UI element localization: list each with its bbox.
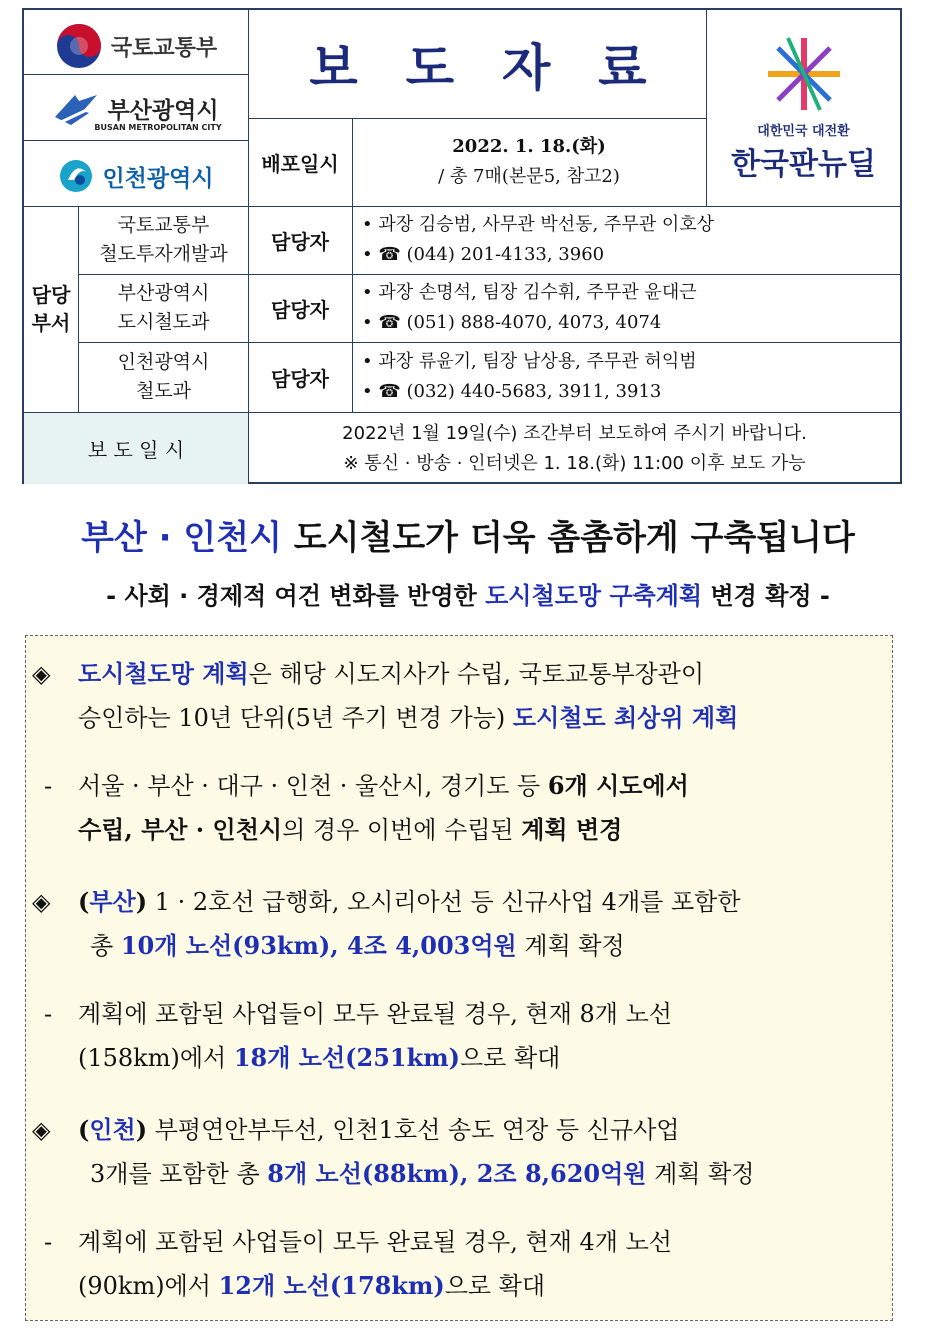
contact-phone: • ☎ (032) 440-5683, 3911, 3913 bbox=[362, 381, 662, 402]
summary-item-plan bbox=[32, 652, 885, 740]
busan-text-1: 1 · 2호선 급행화, 오시리아선 등 신규사업 4개를 포함한 bbox=[147, 888, 741, 916]
cities-bold-3: 계획 변경 bbox=[521, 815, 623, 844]
press-header-table bbox=[22, 8, 902, 484]
contact-names: • 과장 류윤기, 팀장 남상용, 주무관 허익범 bbox=[362, 351, 697, 372]
contact-phone: • ☎ (051) 888-4070, 4073, 4074 bbox=[362, 312, 662, 333]
incheon-text-2: 3개를 포함한 총 bbox=[90, 1160, 268, 1188]
summary-item-busan: ◈ (부산) 1 · 2호선 급행화, 오시리아선 등 신규사업 4개를 포함한 총 10개 노선(93km), 4조 4,003억원 계획 확정 bbox=[50, 880, 885, 968]
subheadline-pre: - 사회 · 경제적 여건 변화를 반영한 bbox=[106, 582, 486, 610]
incheon-detail-highlight: 12개 노선(178km) bbox=[218, 1271, 445, 1300]
busan-detail-text-3: 으로 확대 bbox=[459, 1044, 561, 1072]
subheadline-post: 변경 확정 - bbox=[702, 582, 830, 610]
summary-item-incheon: ◈ (인천) 부평연안부두선, 인천1호선 송도 연장 등 신규사업 3개를 포함한 총 8개 노선(88km), 2조 8,620억원 계획 확정 bbox=[50, 1108, 885, 1196]
incheon-text-1: 부평연안부두선, 인천1호선 송도 연장 등 신규사업 bbox=[147, 1116, 680, 1144]
org-molit: 국토교통부 bbox=[110, 35, 218, 61]
busan-logo bbox=[24, 78, 248, 142]
incheon-detail-text-2: (90km)에서 bbox=[78, 1272, 219, 1300]
incheon-highlight: 8개 노선(88km), 2조 8,620억원 bbox=[267, 1159, 647, 1188]
incheon-tag: 인천 bbox=[89, 1115, 136, 1144]
molit-logo bbox=[24, 14, 248, 78]
dash-marker: - bbox=[44, 1228, 53, 1256]
busan-detail-text-2: (158km)에서 bbox=[78, 1044, 234, 1072]
incheon-text-3: 계획 확정 bbox=[646, 1160, 755, 1188]
cities-text-2: 의 경우 이번에 수립된 bbox=[282, 816, 522, 844]
plan-text-1: 은 해당 시도지사가 수립, 국토교통부장관이 bbox=[248, 660, 705, 688]
incheon-circle-icon bbox=[58, 158, 94, 194]
report-label: 보 도 일 시 bbox=[24, 413, 248, 484]
headline-highlight: 부산 · 인천시 bbox=[81, 518, 282, 558]
diamond-icon: ◈ bbox=[32, 660, 51, 688]
cities-bold-2: 수립, 부산 · 인천시 bbox=[78, 815, 283, 844]
org-busan: 부산광역시 bbox=[107, 98, 219, 124]
busan-wave-icon bbox=[53, 89, 99, 129]
role-label: 담당자 bbox=[271, 297, 329, 322]
new-deal-burst-icon bbox=[764, 34, 844, 114]
summary-item-incheon-detail bbox=[44, 1220, 885, 1308]
cities-text-1: 서울 · 부산 · 대구 · 인천 · 울산시, 경기도 등 bbox=[78, 772, 548, 800]
busan-tag: 부산 bbox=[89, 887, 136, 916]
report-line-2: ※ 통신 · 방송 · 인터넷은 1. 18.(화) 11:00 이후 보도 가능 bbox=[343, 452, 806, 474]
dist-info bbox=[352, 118, 706, 206]
contact-dept-label: 담당 부서 bbox=[31, 283, 71, 335]
report-line-1: 2022년 1월 19일(수) 조간부터 보도하여 주시기 바랍니다. bbox=[342, 422, 807, 444]
busan-highlight: 10개 노선(93km), 4조 4,003억원 bbox=[120, 931, 517, 960]
busan-detail-text-1: 계획에 포함된 사업들이 모두 완료될 경우, 현재 8개 노선 bbox=[78, 1000, 672, 1028]
dept-incheon: 인천광역시 철도과 bbox=[117, 351, 210, 402]
incheon-detail-text-3: 으로 확대 bbox=[444, 1272, 546, 1300]
dash-marker: - bbox=[44, 1000, 53, 1028]
summary-item-busan-detail bbox=[44, 992, 885, 1080]
role-label: 담당자 bbox=[271, 229, 329, 254]
diamond-icon: ◈ bbox=[32, 1116, 51, 1144]
diamond-icon: ◈ bbox=[32, 888, 51, 916]
busan-english-name: BUSAN METROPOLITAN CITY bbox=[94, 122, 222, 132]
contact-phone: • ☎ (044) 201-4133, 3960 bbox=[362, 244, 605, 265]
sub-headline bbox=[0, 576, 936, 611]
plan-term: 도시철도망 계획 bbox=[78, 659, 249, 688]
page-title: 보도자료 bbox=[309, 39, 695, 97]
busan-text-2: 총 bbox=[90, 932, 121, 960]
incheon-detail-text-1: 계획에 포함된 사업들이 모두 완료될 경우, 현재 4개 노선 bbox=[78, 1228, 672, 1256]
brand-big: 한국판뉴딜 bbox=[731, 146, 876, 182]
busan-detail-highlight: 18개 노선(251km) bbox=[233, 1043, 460, 1072]
brand-small: 대한민국 대전환 bbox=[757, 123, 850, 139]
contact-incheon bbox=[352, 347, 900, 411]
taegeuk-icon bbox=[55, 22, 103, 70]
dist-label: 배포일시 bbox=[261, 151, 339, 176]
summary-item-cities bbox=[44, 764, 885, 852]
contact-molit bbox=[352, 210, 900, 274]
org-incheon: 인천광역시 bbox=[102, 165, 214, 192]
cities-bold-1: 6개 시도에서 bbox=[547, 771, 689, 800]
plan-highlight: 도시철도 최상위 계획 bbox=[512, 703, 739, 732]
dept-busan: 부산광역시 도시철도과 bbox=[117, 282, 210, 333]
role-label: 담당자 bbox=[271, 366, 329, 391]
headline-text: 도시철도가 더욱 촘촘하게 구축됩니다 bbox=[281, 518, 855, 558]
new-deal-logo bbox=[707, 10, 900, 206]
dist-pages: / 총 7매(본문5, 참고2) bbox=[438, 166, 620, 187]
subheadline-highlight: 도시철도망 구축계획 bbox=[485, 582, 703, 610]
dept-molit: 국토교통부 철도투자개발과 bbox=[99, 214, 228, 265]
report-info bbox=[249, 413, 900, 484]
main-headline bbox=[0, 510, 936, 559]
dist-date: 2022. 1. 18.(화) bbox=[452, 136, 606, 157]
plan-text-2: 승인하는 10년 단위(5년 주기 변경 가능) bbox=[78, 704, 513, 732]
contact-names: • 과장 김승범, 사무관 박선동, 주무관 이호상 bbox=[362, 214, 714, 235]
busan-text-3: 계획 확정 bbox=[516, 932, 625, 960]
contact-names: • 과장 손명석, 팀장 김수휘, 주무관 윤대근 bbox=[362, 282, 697, 303]
contact-busan bbox=[352, 278, 900, 342]
incheon-logo bbox=[24, 144, 248, 208]
dash-marker: - bbox=[44, 772, 53, 800]
